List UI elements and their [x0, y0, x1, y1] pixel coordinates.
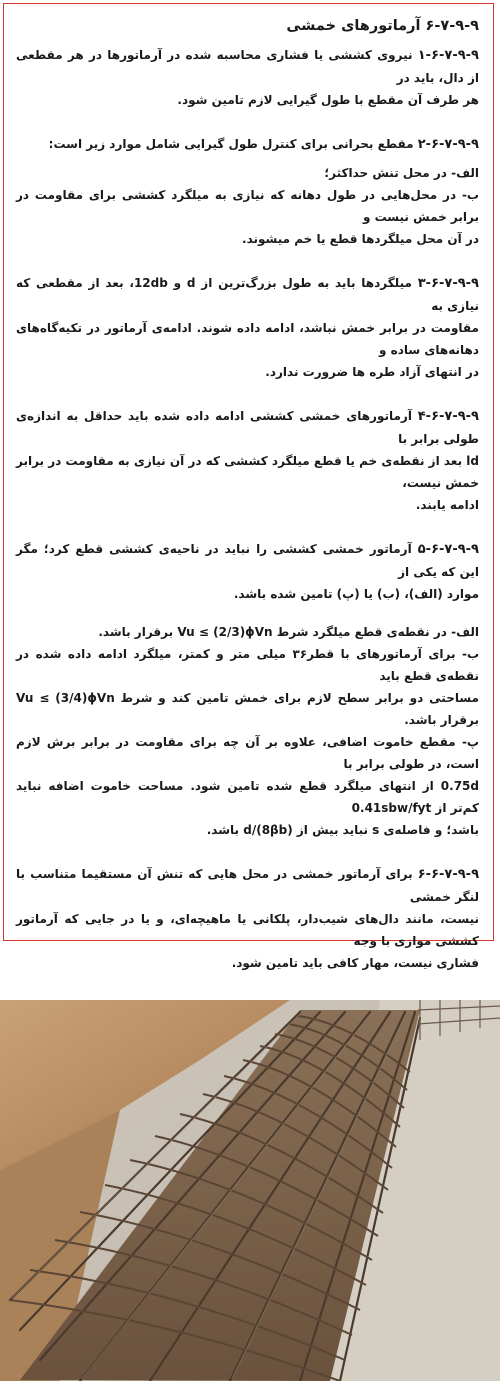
list-item: ب- برای آرماتورهای با قطر۳۶ میلی متر و کمتر، میلگرد ادامه داده شده در نقطه‌ی قطع باید [16, 647, 480, 683]
section-text: موارد (الف)، (ب) یا (پ) تامین شده باشد. [233, 587, 479, 601]
section-text: نیروی کششی یا فشاری محاسبه شده در آرماتورها در هر مقطعی از دال، باید در [16, 48, 479, 85]
list-item-continuation: 0.75d از انتهای میلگرد قطع شده تامین شود. مساحت خاموت اضافه نباید کم‌تر از 0.41sbw/fyt [16, 779, 479, 815]
document-frame [3, 3, 494, 970]
section-5 [16, 538, 479, 583]
list-item: الف- در محل تنش حداکثر؛ [324, 166, 479, 180]
list-item-continuation: در آن محل میلگردها قطع یا خم میشوند. [242, 232, 479, 246]
section-text: آرماتورهای خمشی کششی ادامه داده شده باید حداقل به اندازه‌ی طولی برابر با [16, 409, 479, 446]
section-text: مقطع بحرانی برای کنترل طول گیرایی شامل موارد زیر است: [48, 137, 414, 151]
section-text: در انتهای آزاد طره ها ضرورت ندارد. [265, 365, 479, 379]
section-text: ld بعد از نقطه‌ی خم یا قطع میلگرد کششی که در آن نیازی به مقاومت در برابر خمش نیست، [16, 454, 479, 490]
section-3 [16, 272, 479, 317]
section-text: ادامه یابند. [415, 498, 479, 512]
section-number: ۳-۶-۷-۹-۹ [417, 276, 479, 291]
section-number: ۲-۶-۷-۹-۹ [417, 137, 479, 152]
list-item: الف- در نقطه‌ی قطع میلگرد شرط Vu ≤ (2/3)ϕVn برقرار باشد. [98, 625, 479, 639]
section-text: نیست، مانند دال‌های شیب‌دار، پلکانی یا ماهیچه‌ای، و یا در جایی که آرماتور کششی موازی با وجه [16, 912, 479, 948]
section-4 [16, 405, 479, 450]
list-item-continuation: مساحتی دو برابر سطح لازم برای خمش تامین کند و شرط Vu ≤ (3/4)ϕVn برقرار باشد. [16, 691, 479, 727]
section-text: هر طرف آن مقطع با طول گیرایی لازم تامین شود. [177, 93, 479, 107]
section-number: ۶-۶-۷-۹-۹ [417, 867, 480, 882]
section-1 [16, 44, 479, 89]
section-number: ۴-۶-۷-۹-۹ [417, 409, 479, 424]
section-text: مقاومت در برابر خمش نباشد، ادامه داده شوند. ادامه‌ی آرماتور در تکیه‌گاه‌های دهانه‌های ساده و [16, 321, 479, 357]
section-2 [16, 133, 479, 156]
section-number: ۱-۶-۷-۹-۹ [417, 48, 479, 63]
section-6 [16, 863, 479, 908]
section-text: میلگردها باید به طول بزرگ‌ترین از d و 12db، بعد از مقطعی که نیازی به [16, 276, 479, 313]
list-item: پ- مقطع خاموت اضافی، علاوه بر آن چه برای مقاومت در برابر برش لازم است، در طولی برابر با [16, 735, 479, 771]
rebar-cage-photo [0, 1000, 500, 1381]
list-item: ب- در محل‌هایی در طول دهانه که نیازی به میلگرد کششی برای مقاومت در برابر خمش نیست و [16, 188, 479, 224]
section-text: آرماتور خمشی کششی را نباید در ناحیه‌ی کششی قطع کرد؛ مگر این که یکی از [16, 542, 479, 579]
section-text: برای آرماتور خمشی در محل هایی که تنش آن مستقیما متناسب با لنگر خمشی [16, 867, 479, 904]
section-number: ۵-۶-۷-۹-۹ [417, 542, 479, 557]
section-text: فشاری نیست، مهار کافی باید تامین شود. [231, 956, 479, 970]
list-item-continuation: باشد؛ و فاصله‌ی s نباید بیش از d/(8βb) باشد. [206, 823, 479, 837]
page-title: ۶-۷-۹-۹ آرماتورهای خمشی [286, 18, 479, 34]
